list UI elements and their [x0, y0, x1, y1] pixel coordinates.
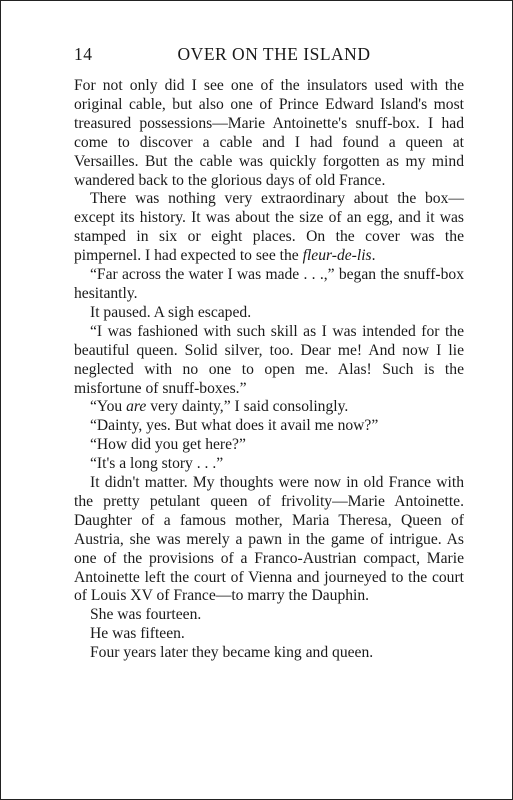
- paragraph-9: “It's a long story . . .”: [90, 455, 224, 473]
- paragraph-6-italic: are: [126, 398, 147, 416]
- paragraph-6-start: “You: [90, 398, 127, 416]
- paragraph-5: “I was fashioned with such skill as I was intended for the beautiful queen. Solid silver, too. Dear me! And now I lie neglected with no one to open me. Alas! Such is the misfortune of snuff-boxes.”: [74, 322, 464, 397]
- paragraph-10: It didn't matter. My thoughts were now in old France with the pretty petulant queen of frivolity—Marie Antoinette. Daughter of a famous mother, Maria Theresa, Queen of Austria, she was merely a pawn in the game of intrigue. As one of the provisions of a Franco-Austrian compact, Marie Antoinette left the court of Vienna and journeyed to the court of Louis XV of France—to marry the Dauphin.: [74, 474, 464, 605]
- paragraph-13: Four years later they became king and queen.: [90, 644, 374, 662]
- paragraph-2-end: .: [371, 247, 376, 265]
- running-title: OVER ON THE ISLAND: [177, 44, 371, 64]
- body-text: [74, 77, 464, 663]
- paragraph-3: “Far across the water I was made . . .,” began the snuff-box hesitantly.: [74, 266, 464, 302]
- paragraph-4: It paused. A sigh escaped.: [90, 303, 252, 321]
- paragraph-7: “Dainty, yes. But what does it avail me now?”: [90, 417, 379, 435]
- paragraph-6-end: very dainty,” I said consolingly.: [146, 398, 349, 416]
- paragraph-2: [74, 190, 464, 266]
- paragraph-8: “How did you get here?”: [90, 436, 246, 454]
- paragraph-6: [74, 398, 464, 417]
- paragraph-11: She was fourteen.: [90, 606, 202, 624]
- page-number: 14: [74, 44, 93, 64]
- paragraph-2-italic: fleur-de-lis: [302, 247, 372, 265]
- paragraph-2-text: There was nothing very extraordinary about the box—except its history. It was about the size of an egg, and it was stamped in six or eight places. On the cover was the pimpernel. I had expected to see the: [74, 190, 464, 265]
- paragraph-12: He was fifteen.: [90, 625, 185, 643]
- paragraph-1: For not only did I see one of the insulators used with the original cable, but also one of Prince Edward Island's most treasured possessions—Marie Antoinette's snuff-box. I had come to discover a cable and I had found a queen at Versailles. But the cable was quickly forgotten as my mind wandered back to the glorious days of old France.: [74, 77, 464, 189]
